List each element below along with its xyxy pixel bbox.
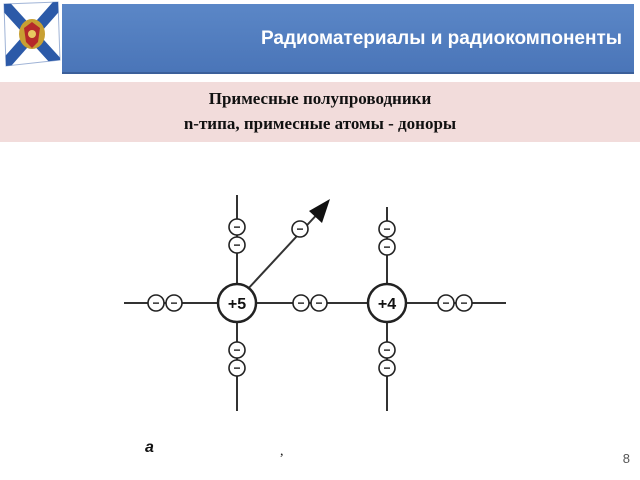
subtitle-band [0, 82, 640, 142]
page-number: 8 [622, 451, 630, 466]
electron-sign: − [170, 296, 178, 310]
electron-sign: − [152, 296, 160, 310]
electron [379, 342, 395, 358]
n-type-lattice-diagram [110, 185, 530, 465]
free-electron [292, 221, 308, 237]
electron [166, 295, 182, 311]
subtitle-line-2: n-типа, примесные атомы - доноры [183, 114, 457, 133]
atom-plus5 [218, 284, 256, 322]
slide-title: Радиоматериалы и радиокомпоненты [260, 28, 622, 49]
naval-ensign-emblem-icon [0, 0, 62, 72]
electron-sign: − [233, 343, 241, 357]
escape-arrow-line [246, 209, 322, 291]
electron-sign: − [233, 361, 241, 375]
stray-mark: , [280, 444, 284, 459]
atom-plus4-label: +4 [377, 296, 397, 313]
electron [229, 237, 245, 253]
electron [311, 295, 327, 311]
electron-sign: − [296, 222, 304, 236]
subtitle-line-1: Примесные полупроводники [208, 89, 432, 108]
electron-sign: − [460, 296, 468, 310]
electron-sign: − [297, 296, 305, 310]
electron [456, 295, 472, 311]
electron [229, 342, 245, 358]
electron [148, 295, 164, 311]
header-bar [62, 4, 634, 74]
electron-sign: − [383, 361, 391, 375]
atom-plus5-label: +5 [227, 296, 247, 313]
electron [438, 295, 454, 311]
electron [293, 295, 309, 311]
electron [379, 221, 395, 237]
electron-sign: − [442, 296, 450, 310]
electron [379, 239, 395, 255]
figure-label: a [145, 439, 154, 456]
atom-plus4 [368, 284, 406, 322]
electron-sign: − [233, 220, 241, 234]
electron-sign: − [383, 222, 391, 236]
electron-sign: − [383, 240, 391, 254]
electron [379, 360, 395, 376]
electron-sign: − [315, 296, 323, 310]
electron [229, 360, 245, 376]
electron-sign: − [233, 238, 241, 252]
electron-sign: − [383, 343, 391, 357]
electron [229, 219, 245, 235]
